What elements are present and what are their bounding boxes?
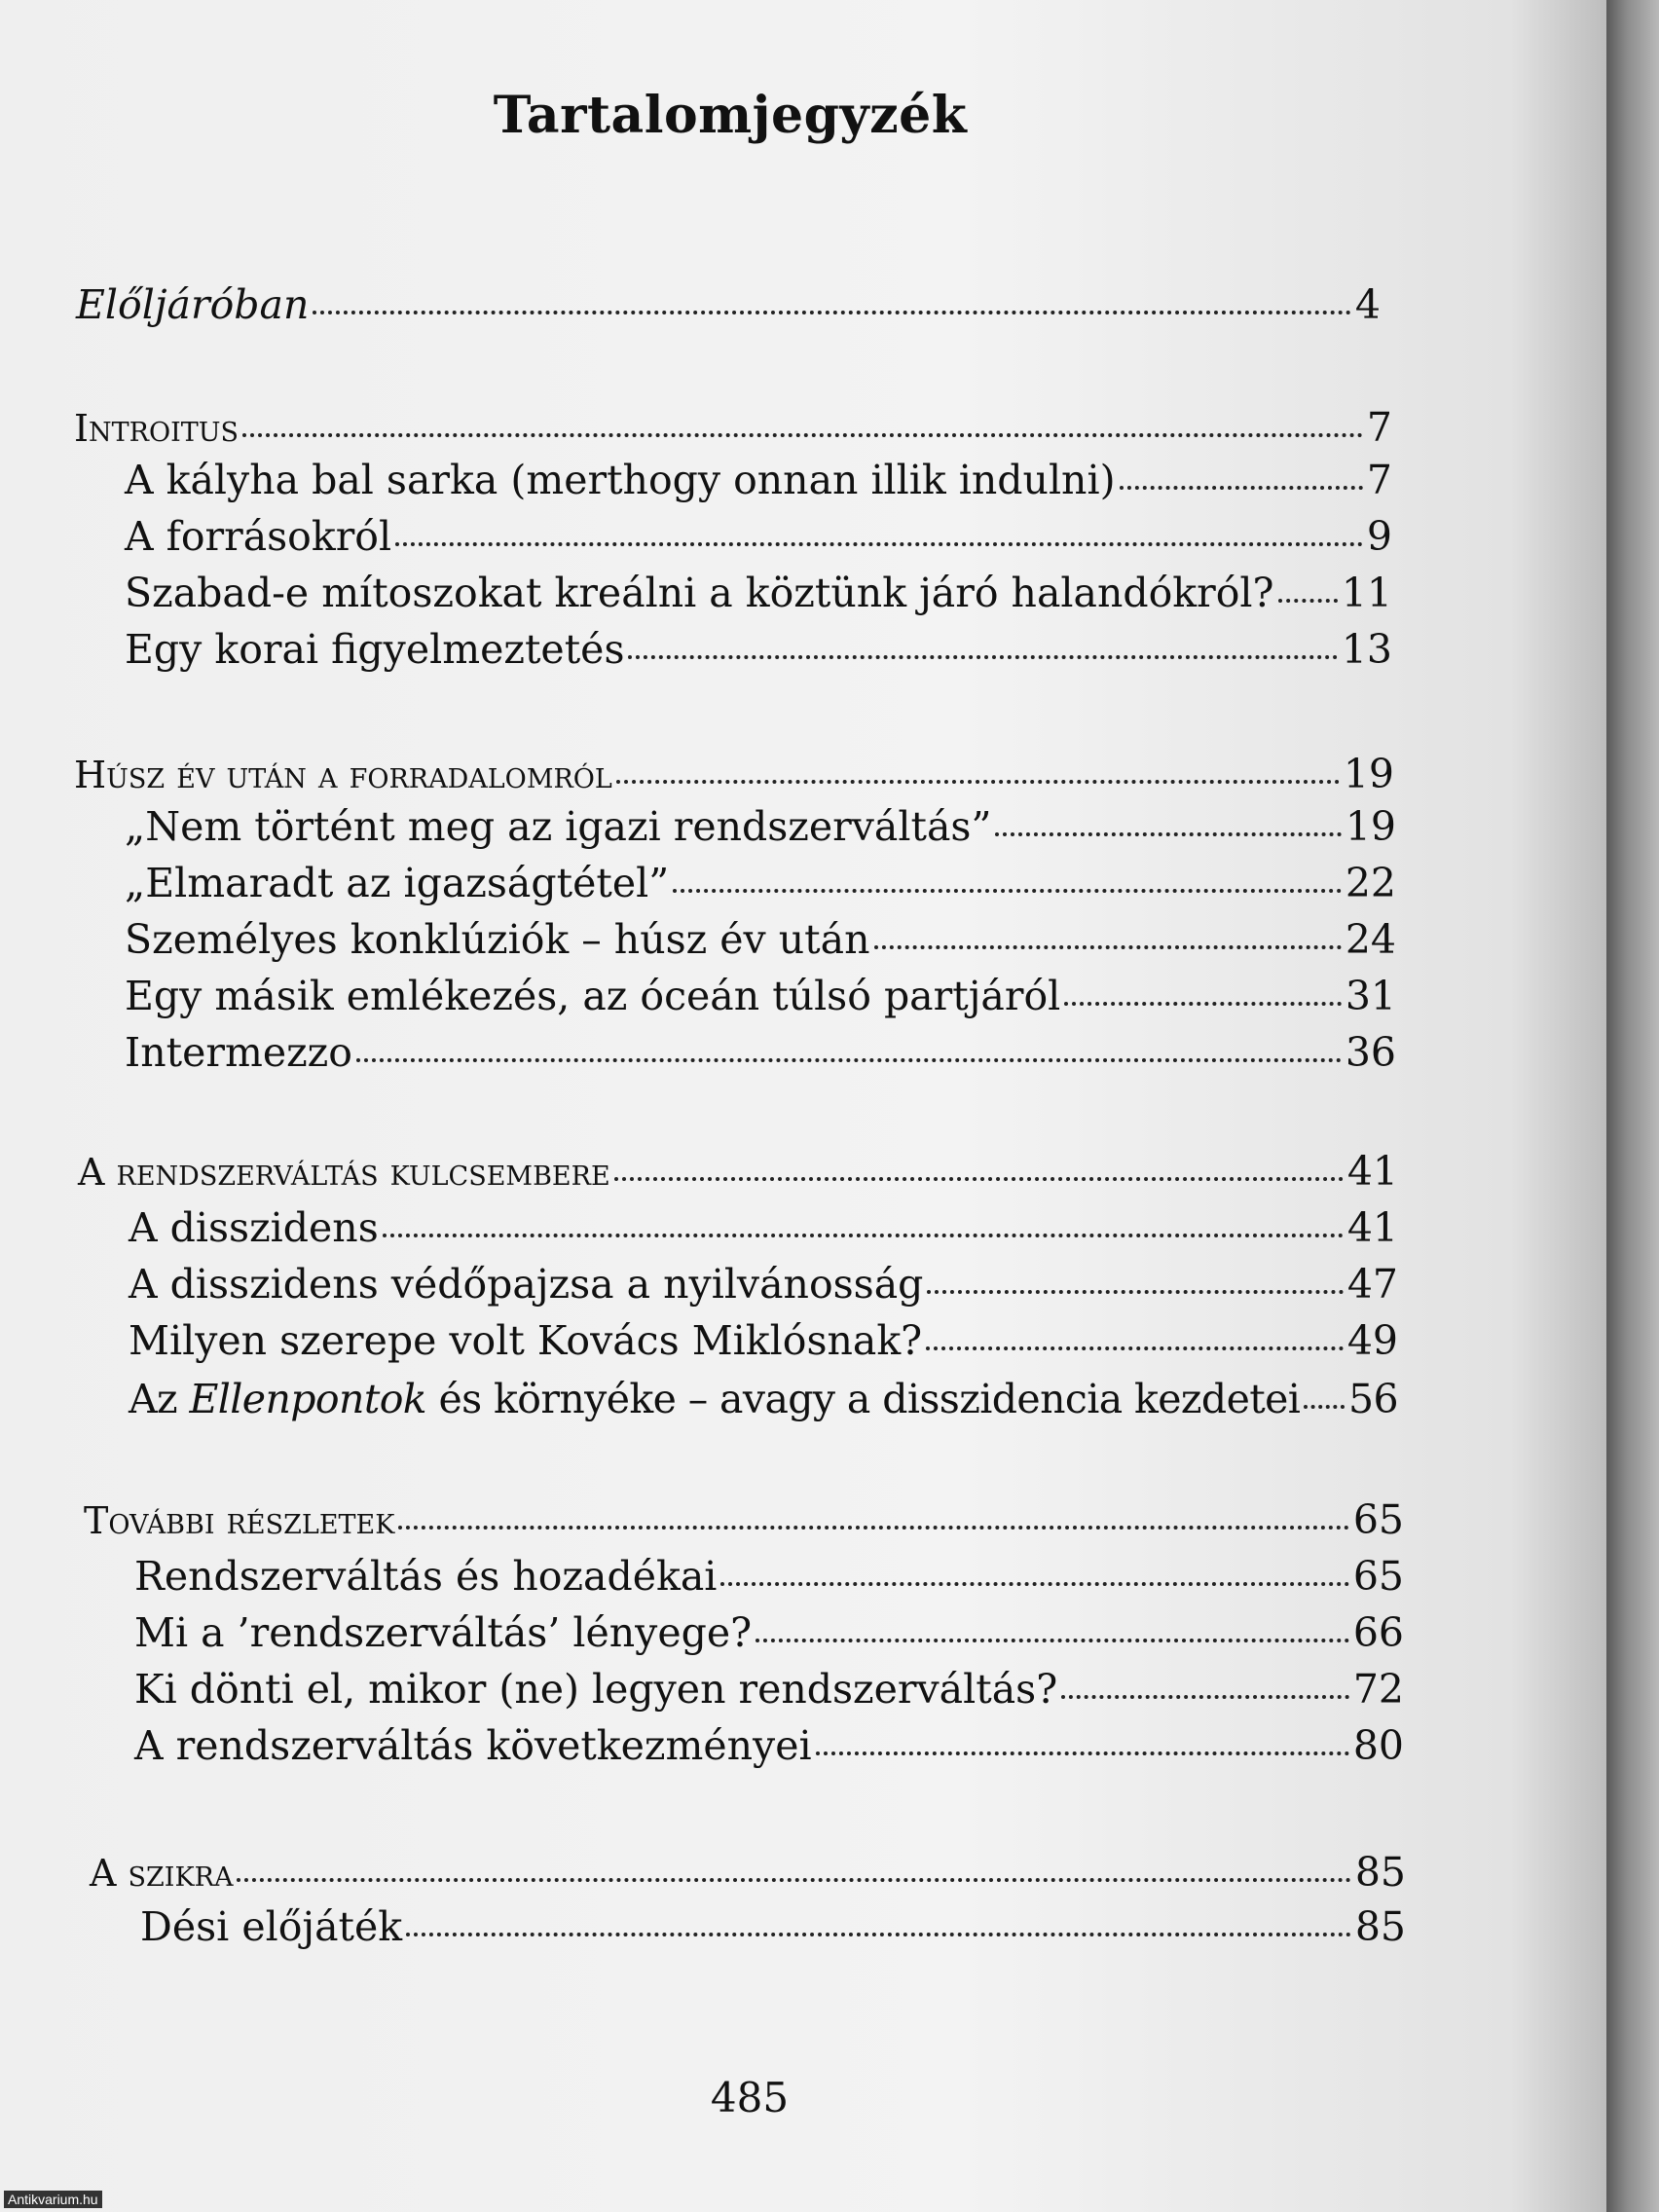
toc-section-page: 19: [1343, 751, 1394, 797]
page-edge: [1606, 0, 1659, 2212]
toc-entry: [125, 454, 1392, 506]
leader-dots: [313, 311, 1351, 314]
journal-title: Ellenpontok: [189, 1376, 427, 1422]
watermark: Antikvarium.hu: [4, 2191, 102, 2208]
toc-entry-label: A kályha bal sarka (merthogy onnan illik indulni): [125, 457, 1116, 503]
toc-entry: [134, 1719, 1404, 1772]
toc-entry: [134, 1663, 1404, 1715]
toc-entry-label: Ki dönti el, mikor (ne) legyen rendszerváltás?: [134, 1666, 1058, 1713]
toc-section-page: 85: [1354, 1849, 1406, 1896]
toc-entry-label: A disszidens: [129, 1204, 379, 1251]
toc-section: [74, 401, 1392, 455]
toc-entry-label: Személyes konklúziók – húsz év után: [125, 916, 870, 963]
toc-entry-page: 4: [1354, 281, 1381, 328]
leader-dots: [356, 1058, 1342, 1062]
toc-entry-page: 31: [1345, 973, 1396, 1019]
leader-dots: [616, 780, 1340, 784]
toc-entry: [125, 623, 1392, 676]
toc-entry-label: Előljáróban: [76, 281, 310, 328]
toc-section: [74, 748, 1394, 801]
toc-entry-page: 56: [1348, 1376, 1398, 1422]
toc-entry-label: Dési előjáték: [140, 1903, 403, 1950]
toc-entry: [125, 800, 1396, 853]
toc-entry-label: A disszidens védőpajzsa a nyilvánosság: [129, 1261, 924, 1308]
toc-entry-page: 66: [1352, 1609, 1404, 1656]
leader-dots: [1061, 1695, 1349, 1699]
toc-entry-label: A forrásokról: [125, 513, 392, 560]
leader-dots: [720, 1582, 1348, 1586]
toc-entry: [129, 1201, 1398, 1254]
toc-entry-label: Szabad-e mítoszokat kreálni a köztünk járó halandókról?: [125, 570, 1274, 616]
toc-entry-label: „Nem történt meg az igazi rendszerváltás”: [125, 803, 992, 850]
toc-entry-page: 7: [1366, 457, 1392, 503]
toc-section: [84, 1493, 1404, 1547]
leader-dots: [816, 1751, 1349, 1755]
page-title: Tartalomjegyzék: [493, 86, 968, 145]
leader-dots: [995, 832, 1341, 836]
toc-entry-label: Mi a ’rendszerváltás’ lényege?: [134, 1609, 753, 1656]
toc-entry-page: 72: [1352, 1666, 1404, 1713]
leader-dots: [242, 433, 1363, 437]
toc-entry-page: 85: [1354, 1903, 1406, 1950]
toc-entry-label: Az Ellenpontok és környéke – avagy a disszidencia kezdetei: [129, 1376, 1301, 1422]
leader-dots: [395, 542, 1363, 546]
toc-entry-page: 19: [1345, 803, 1396, 850]
toc-entry-label: Rendszerváltás és hozadékai: [134, 1553, 718, 1600]
toc-entry-page: 49: [1346, 1317, 1398, 1364]
leader-dots: [398, 1526, 1348, 1530]
toc-entry-page: 24: [1345, 916, 1396, 963]
toc-entry: [125, 1026, 1396, 1079]
toc-entry-page: 65: [1352, 1553, 1404, 1600]
leader-dots: [1304, 1405, 1345, 1409]
toc-entry-page: 9: [1366, 513, 1392, 560]
leader-dots: [1278, 599, 1338, 603]
leader-dots: [756, 1639, 1349, 1642]
toc-section: [90, 1846, 1406, 1899]
toc-entry: [140, 1900, 1406, 1953]
toc-entry: [125, 970, 1396, 1022]
leader-dots: [628, 655, 1337, 659]
toc-entry: [125, 567, 1392, 619]
leader-dots: [1064, 1002, 1342, 1006]
toc-entry-page: 80: [1352, 1722, 1404, 1769]
toc-entry-label: Intermezzo: [125, 1029, 352, 1076]
toc-entry: [125, 913, 1396, 966]
toc-entry-label: Milyen szerepe volt Kovács Miklósnak?: [129, 1317, 923, 1364]
toc-section-page: 41: [1346, 1148, 1398, 1195]
toc-entry: [125, 857, 1396, 909]
toc-section: [78, 1145, 1398, 1198]
toc-entry: [134, 1606, 1404, 1659]
leader-dots: [874, 945, 1342, 949]
toc-entry: [129, 1314, 1398, 1367]
toc-section-page: 65: [1352, 1496, 1404, 1543]
leader-dots: [927, 1290, 1343, 1294]
page-number: 485: [710, 2074, 790, 2121]
toc-section-label: A szikra: [90, 1852, 234, 1895]
toc-section-label: Introitus: [74, 407, 240, 450]
toc-entry-page: 13: [1341, 626, 1392, 673]
toc-entry-label: Egy másik emlékezés, az óceán túlsó partjáról: [125, 973, 1061, 1019]
toc-entry-label: A rendszerváltás következményei: [134, 1722, 812, 1769]
leader-dots: [673, 889, 1342, 893]
toc-entry: [129, 1258, 1398, 1310]
leader-dots: [614, 1177, 1344, 1181]
toc-entry-label: „Elmaradt az igazságtétel”: [125, 860, 670, 906]
toc-entry-page: 36: [1345, 1029, 1396, 1076]
toc-entry-page: 22: [1345, 860, 1396, 906]
toc-entry-page: 47: [1346, 1261, 1398, 1308]
toc-entry-label: Egy korai figyelmeztetés: [125, 626, 625, 673]
toc-entry: [134, 1550, 1404, 1603]
toc-entry-page: 11: [1341, 570, 1392, 616]
toc-section-label: Húsz év után a forradalomról: [74, 754, 612, 796]
leader-dots: [1120, 486, 1363, 490]
leader-dots: [406, 1933, 1351, 1936]
toc-section-page: 7: [1366, 404, 1392, 451]
toc-entry: [76, 278, 1381, 331]
leader-dots: [926, 1346, 1344, 1350]
leader-dots: [237, 1878, 1350, 1882]
toc-entry: [125, 510, 1392, 563]
toc-section-label: További részletek: [84, 1499, 395, 1542]
leader-dots: [383, 1234, 1344, 1237]
toc-entry-page: 41: [1346, 1204, 1398, 1251]
toc-section-label: A rendszerváltás kulcsembere: [78, 1151, 610, 1194]
toc-entry: [129, 1373, 1398, 1425]
